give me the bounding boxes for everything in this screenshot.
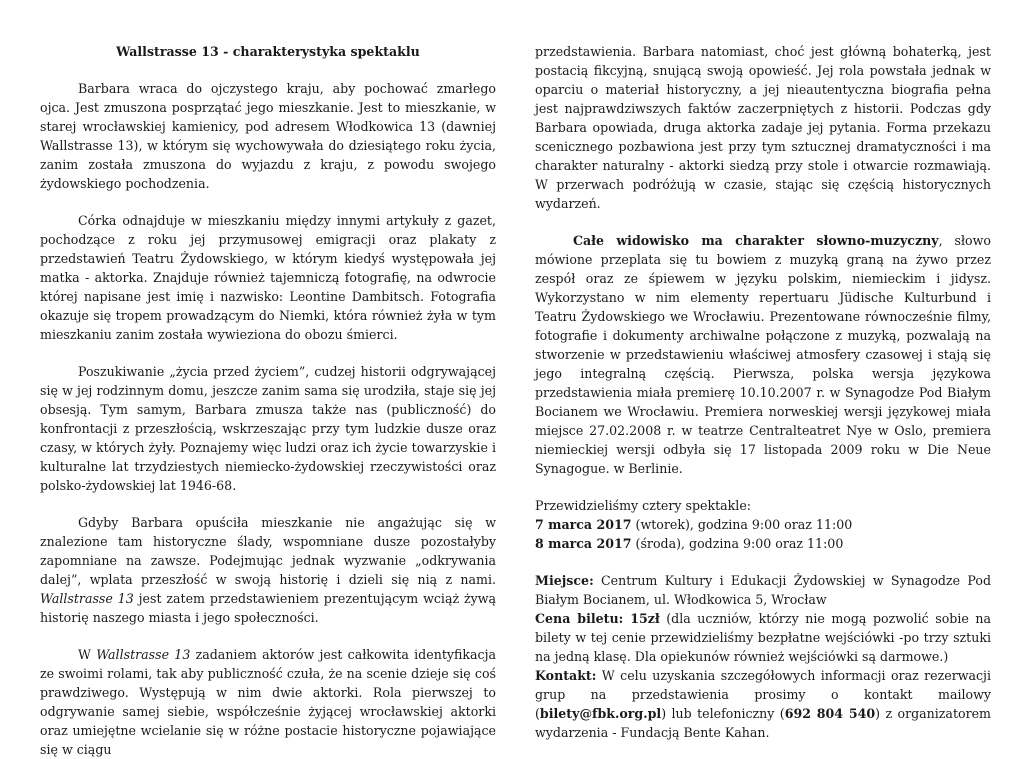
ticket-price-info: Cena biletu: 15zł (dla uczniów, którzy nie mogą pozwolić sobie na bilety w tej cenie przewidzieliśmy bezpłatne wejściówki -po trzy sztuki na jedną klasę. Dla opiekunów również wejściówki są darmowe.) — [535, 611, 991, 664]
right-column — [535, 42, 991, 742]
paragraph-obsession: Poszukiwanie „życia przed życiem”, cudzej historii odgrywającej się w jej rodzinnym domu, jeszcze zanim sama się urodziła, staje się jej obsesją. Tym samym, Barbara zmusza także nas (publiczność) do konfrontacji z przeszłością, wskrzeszając przy tym ludzkie dusze oraz czasy, w których żyły. Poznajemy więc ludzi oraz ich życie towarzyskie i kulturalne lat trzydziestych niemiecko-żydowskiej rzeczywistości oraz polsko-żydowskiej lat 1946-68. — [40, 364, 496, 493]
play-title-italic: Wallstrasse 13 — [40, 591, 134, 606]
contact-info: Kontakt: W celu uzyskania szczegółowych informacji oraz rezerwacji grup na przedstawienia prosimy o kontakt mailowy (bilety@fbk.org.pl) lub telefoniczny (692 804 540) z organizatorem wydarzenia - Fundacją Bente Kahan. — [535, 668, 991, 740]
paragraph-return: Barbara wraca do ojczystego kraju, aby pochować zmarłego ojca. Jest zmuszona posprzątać jego mieszkanie. Jest to mieszkanie, w starej wrocławskiej kamienicy, pod adresem Włodkowica 13 (dawniej Wallstrasse 13), w którym się wychowywała do dziesiątego roku życia, zanim została zmuszona do wyjazdu z kraju, z powodu swojego żydowskiego pochodzenia. — [40, 81, 496, 191]
performance-date-1: 7 marca 2017 (wtorek), godzina 9:00 oraz 11:00 — [535, 517, 853, 532]
contact-phone[interactable]: 692 804 540 — [784, 706, 876, 721]
music-heading-bold: Całe widowisko ma charakter słowno-muzyczny — [573, 233, 939, 248]
paragraph-actors-continued: przedstawienia. Barbara natomiast, choć jest główną bohaterką, jest postacią fikcyjną, snującą swoją opowieść. Jej rola powstała jednak w oparciu o materiał historyczny, a jej nieautentyczna biografia pełna jest najprawdziwszych faktów zaczerpniętych z historii. Podczas gdy Barbara opowiada, druga aktorka zadaje jej pytania. Forma przekazu scenicznego pozbawiona jest przy tym sztucznej dramatyczności i ma charakter naturalny - aktorki siedzą przy stole i otwarcie rozmawiają. W przerwach podróżują w czasie, stając się częścią historycznych wydarzeń. — [535, 44, 991, 211]
paragraph-discovery: Córka odnajduje w mieszkaniu między innymi artykuły z gazet, pochodzące z roku jej przymusowej emigracji oraz plakaty z przedstawień Teatru Żydowskiego, w którym kiedyś występowała jej matka - aktorka. Znajduje również tajemniczą fotografię, na odwrocie której napisane jest imię i nazwisko: Leontine Dambitsch. Fotografia okazuje się tropem prowadzącym do Niemki, która również żyła w tym mieszkaniu zanim została wywieziona do obozu śmierci. — [40, 213, 496, 342]
venue-info: Miejsce: Centrum Kultury i Edukacji Żydowskiej w Synagodze Pod Białym Bocianem, ul. Włodkowica 5, Wrocław — [535, 573, 991, 607]
paragraph-music: Całe widowisko ma charakter słowno-muzyczny, słowo mówione przeplata się tu bowiem z muzyką graną na żywo przez zespół oraz ze śpiewem w języku polskim, niemieckim i jidysz. Wykorzystano w nim elementy repertuaru Jüdische Kulturbund i Teatru Żydowskiego we Wrocławiu. Prezentowane równocześnie filmy, fotografie i dokumenty archiwalne połączone z muzyką, pozwalają na stworzenie w przedstawieniu właściwej atmosfery czasowej i stają się jego integralną częścią. Pierwsza, polska wersja językowa przedstawienia miała premierę 10.10.2007 r. w Synagodze Pod Białym Bocianem we Wrocławiu. Premiera norweskiej wersji językowej miała miejsce 27.02.2008 r. w teatrze Centralteatret Nye w Oslo, premiera niemieckiej wersji odbyła się 17 listopada 2009 roku w Die Neue Synagogue. w Berlinie. — [535, 233, 991, 476]
paragraph-history: Gdyby Barbara opuściła mieszkanie nie angażując się w znalezione tam historyczne ślady, wspomniane dusze pozostałyby zapomniane na zawsze. Podejmując jednak wyzwanie „odkrywania dalej”, wplata przeszłość w swoją historię i dzieli się nią z nami. Wallstrasse 13 jest zatem przedstawieniem prezentującym wciąż żywą historię naszego miasta i jego społeczności. — [40, 515, 497, 625]
paragraph-actors: W Wallstrasse 13 zadaniem aktorów jest całkowita identyfikacja ze swoimi rolami, tak aby publiczność czuła, że na scenie dzieje się coś prawdziwego. Występują w nim dwie aktorki. Rola pierwszej to odgrywanie samej siebie, współcześnie żyjącej wrocławskiej aktorki oraz umiejętne wcielanie się w różne postacie historyczne pojawiające się w ciągu — [40, 647, 496, 757]
left-column — [40, 42, 496, 759]
performance-date-2: 8 marca 2017 (środa), godzina 9:00 oraz 11:00 — [535, 536, 844, 551]
performances-intro: Przewidzieliśmy cztery spektakle: — [535, 498, 752, 513]
contact-email[interactable]: bilety@fbk.org.pl — [539, 706, 662, 721]
document-title: Wallstrasse 13 - charakterystyka spektaklu — [116, 44, 420, 59]
play-title-italic: Wallstrasse 13 — [96, 647, 191, 662]
